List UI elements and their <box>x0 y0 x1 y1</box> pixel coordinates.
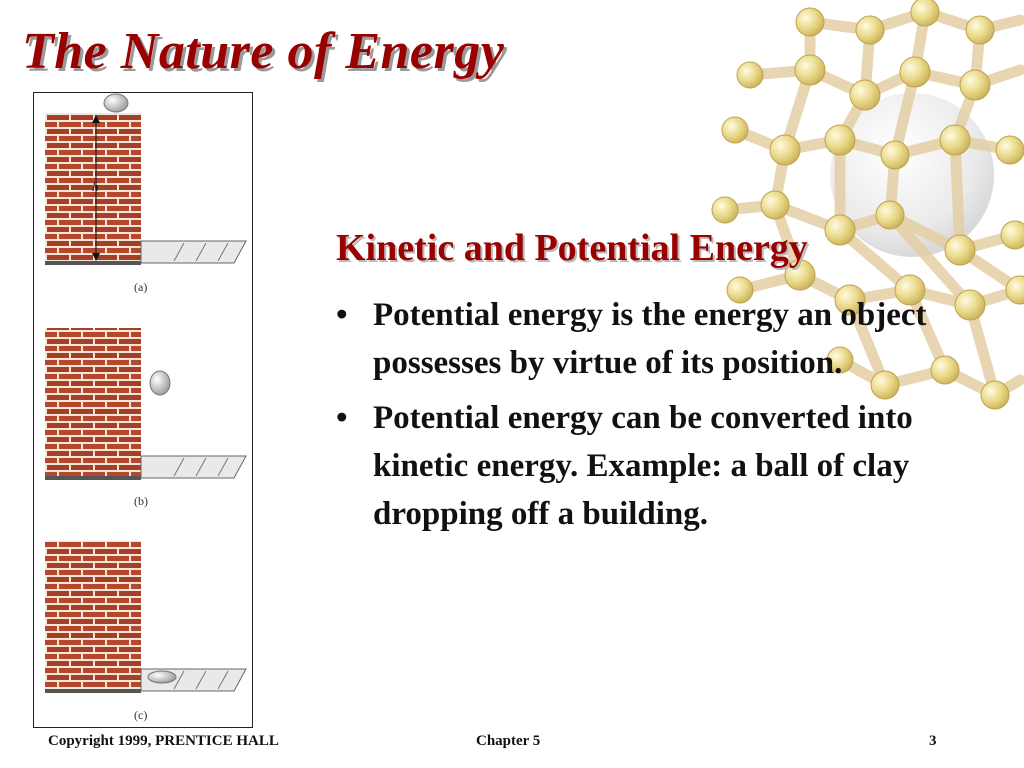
clay-ball-flattened <box>148 671 176 683</box>
footer-chapter: Chapter 5 <box>476 733 541 749</box>
panel-label-b: (b) <box>134 494 148 508</box>
bullet-text: Potential energy is the energy an object possesses by virtue of its position. <box>373 297 927 381</box>
bullet-list <box>336 291 1006 545</box>
footer-copyright: Copyright 1999, PRENTICE HALL <box>48 733 279 749</box>
clay-ball <box>104 94 128 112</box>
bullet-item <box>336 394 1006 538</box>
brick-wall <box>45 328 141 476</box>
section-heading: Kinetic and Potential Energy <box>336 227 808 269</box>
bullet-item <box>336 291 1006 387</box>
bullet-dot-icon: • <box>336 400 348 436</box>
panel-label-a: (a) <box>134 280 148 294</box>
figure-panel-c <box>45 541 246 693</box>
footer-page-number: 3 <box>929 733 937 749</box>
bullet-dot-icon: • <box>336 297 348 333</box>
figure-panel-b <box>45 328 246 480</box>
bullet-text: Potential energy can be converted into kinetic energy. Example: a ball of clay dropping off a building. <box>373 400 913 532</box>
brick-wall <box>45 541 141 689</box>
figure-panel-a <box>45 94 246 265</box>
panel-label-c: (c) <box>134 708 148 722</box>
clay-ball <box>150 371 170 395</box>
falling-clay-figure <box>33 92 253 728</box>
height-label: h <box>92 179 99 194</box>
slide-title: The Nature of Energy <box>22 23 505 80</box>
